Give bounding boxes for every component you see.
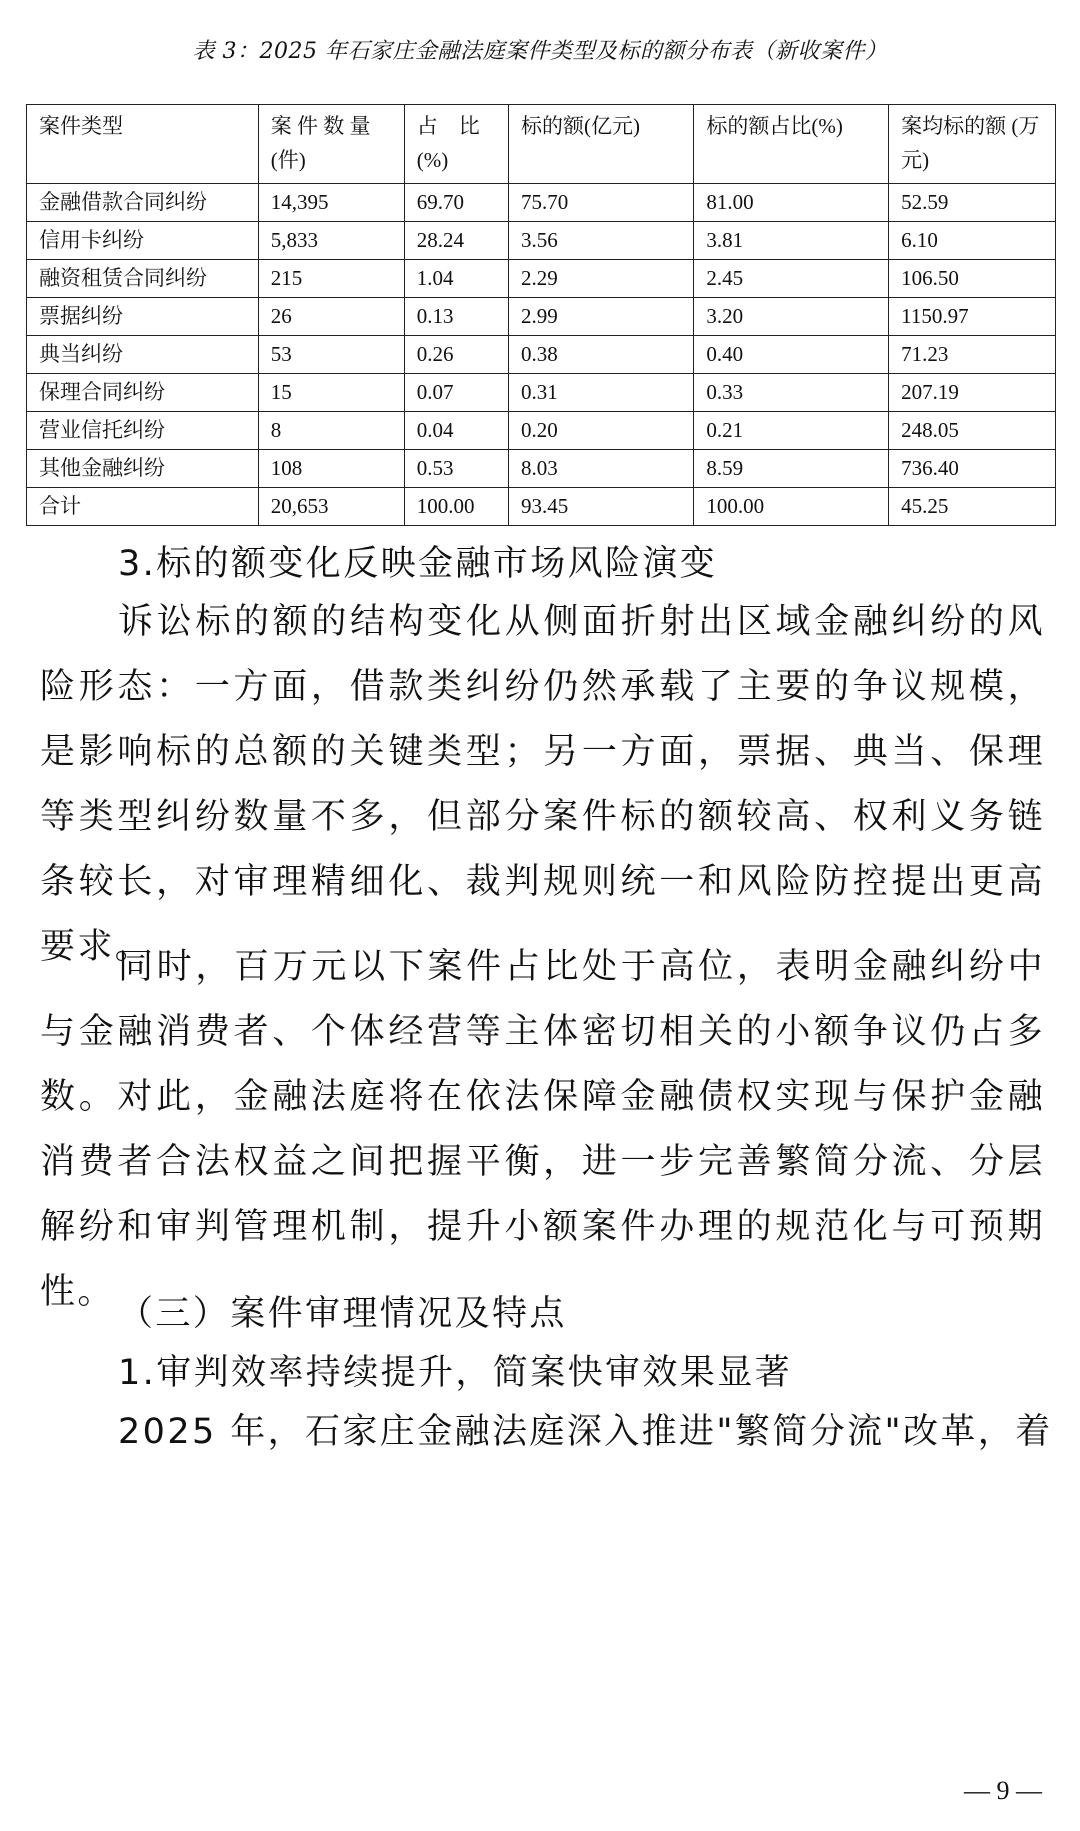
table-cell-value: 3.20	[694, 298, 889, 336]
table-cell-value: 93.45	[509, 488, 694, 526]
table-cell-case-type: 其他金融纠纷	[27, 450, 259, 488]
table-cell-case-type: 典当纠纷	[27, 336, 259, 374]
table-cell-case-type: 金融借款合同纠纷	[27, 184, 259, 222]
table-cell-value: 0.38	[509, 336, 694, 374]
table-cell-value: 100.00	[694, 488, 889, 526]
table-row	[27, 412, 1056, 450]
table-cell-case-type: 合计	[27, 488, 259, 526]
table-cell-value: 52.59	[889, 184, 1056, 222]
table-cell-value: 106.50	[889, 260, 1056, 298]
table-cell-value: 5,833	[258, 222, 404, 260]
table-cell-value: 45.25	[889, 488, 1056, 526]
table-cell-value: 53	[258, 336, 404, 374]
table-cell-value: 207.19	[889, 374, 1056, 412]
section-heading-main: （三）案件审理情况及特点	[118, 1294, 567, 1334]
table-cell-value: 3.56	[509, 222, 694, 260]
table-cell-value: 8.59	[694, 450, 889, 488]
table-cell-case-type: 融资租赁合同纠纷	[27, 260, 259, 298]
table-row	[27, 222, 1056, 260]
table-header-row	[27, 105, 1056, 184]
table-cell-value: 736.40	[889, 450, 1056, 488]
table-cell-value: 1150.97	[889, 298, 1056, 336]
table-cell-value: 2.45	[694, 260, 889, 298]
table-row	[27, 374, 1056, 412]
table-body	[27, 184, 1056, 526]
table-cell-value: 0.04	[404, 412, 508, 450]
table-cell-value: 2.99	[509, 298, 694, 336]
table-cell-value: 6.10	[889, 222, 1056, 260]
header-case-count: 案 件 数 量 (件)	[258, 105, 404, 184]
table-cell-value: 108	[258, 450, 404, 488]
table-cell-value: 20,653	[258, 488, 404, 526]
table-cell-value: 0.26	[404, 336, 508, 374]
table-row	[27, 184, 1056, 222]
table-cell-value: 15	[258, 374, 404, 412]
table-cell-value: 69.70	[404, 184, 508, 222]
table-row	[27, 298, 1056, 336]
table-cell-case-type: 营业信托纠纷	[27, 412, 259, 450]
header-case-type: 案件类型	[27, 105, 259, 184]
table-cell-value: 0.40	[694, 336, 889, 374]
paragraph-reform: 2025 年，石家庄金融法庭深入推进"繁简分流"改革，着	[118, 1412, 1053, 1452]
table-cell-value: 81.00	[694, 184, 889, 222]
table-cell-value: 28.24	[404, 222, 508, 260]
header-amount-share: 标的额占比(%)	[694, 105, 889, 184]
section-heading-efficiency: 1.审判效率持续提升，简案快审效果显著	[118, 1353, 792, 1393]
table-cell-value: 0.53	[404, 450, 508, 488]
table-cell-case-type: 信用卡纠纷	[27, 222, 259, 260]
table-cell-value: 0.13	[404, 298, 508, 336]
table-cell-value: 8	[258, 412, 404, 450]
table-cell-value: 248.05	[889, 412, 1056, 450]
table-cell-value: 0.21	[694, 412, 889, 450]
table-cell-value: 0.07	[404, 374, 508, 412]
table-cell-value: 0.33	[694, 374, 889, 412]
table-cell-value: 0.20	[509, 412, 694, 450]
paragraph-risk-form: 诉讼标的额的结构变化从侧面折射出区域金融纠纷的风险形态：一方面，借款类纠纷仍然承载了主要的争议规模，是影响标的总额的关键类型；另一方面，票据、典当、保理等类型纠纷数量不多，但部分案件标的额较高、权利义务链条较长，对审理精细化、裁判规则统一和风险防控提出更高要求。	[40, 602, 1045, 967]
table-cell-value: 215	[258, 260, 404, 298]
table-cell-value: 2.29	[509, 260, 694, 298]
table-row	[27, 336, 1056, 374]
header-avg-amount: 案均标的额 (万元)	[889, 105, 1056, 184]
table-row	[27, 260, 1056, 298]
table-cell-value: 75.70	[509, 184, 694, 222]
table-cell-value: 0.31	[509, 374, 694, 412]
header-share: 占 比 (%)	[404, 105, 508, 184]
table-cell-value: 1.04	[404, 260, 508, 298]
table-row	[27, 450, 1056, 488]
table-cell-case-type: 保理合同纠纷	[27, 374, 259, 412]
table-cell-value: 14,395	[258, 184, 404, 222]
table-cell-value: 26	[258, 298, 404, 336]
table-cell-case-type: 票据纠纷	[27, 298, 259, 336]
case-type-table	[26, 104, 1056, 526]
paragraph-small-claims: 同时，百万元以下案件占比处于高位，表明金融纠纷中与金融消费者、个体经营等主体密切相关的小额争议仍占多数。对此，金融法庭将在依法保障金融债权实现与保护金融消费者合法权益之间把握平衡，进一步完善繁简分流、分层解纷和审判管理机制，提升小额案件办理的规范化与可预期性。	[40, 947, 1045, 1312]
table-row	[27, 488, 1056, 526]
table-caption: 表 3：2025 年石家庄金融法庭案件类型及标的额分布表（新收案件）	[192, 39, 888, 64]
table-cell-value: 8.03	[509, 450, 694, 488]
section-heading-3: 3.标的额变化反映金融市场风险演变	[118, 544, 718, 584]
page-number: — 9 —	[964, 1776, 1042, 1805]
table-cell-value: 3.81	[694, 222, 889, 260]
header-amount: 标的额(亿元)	[509, 105, 694, 184]
table-cell-value: 71.23	[889, 336, 1056, 374]
table-cell-value: 100.00	[404, 488, 508, 526]
